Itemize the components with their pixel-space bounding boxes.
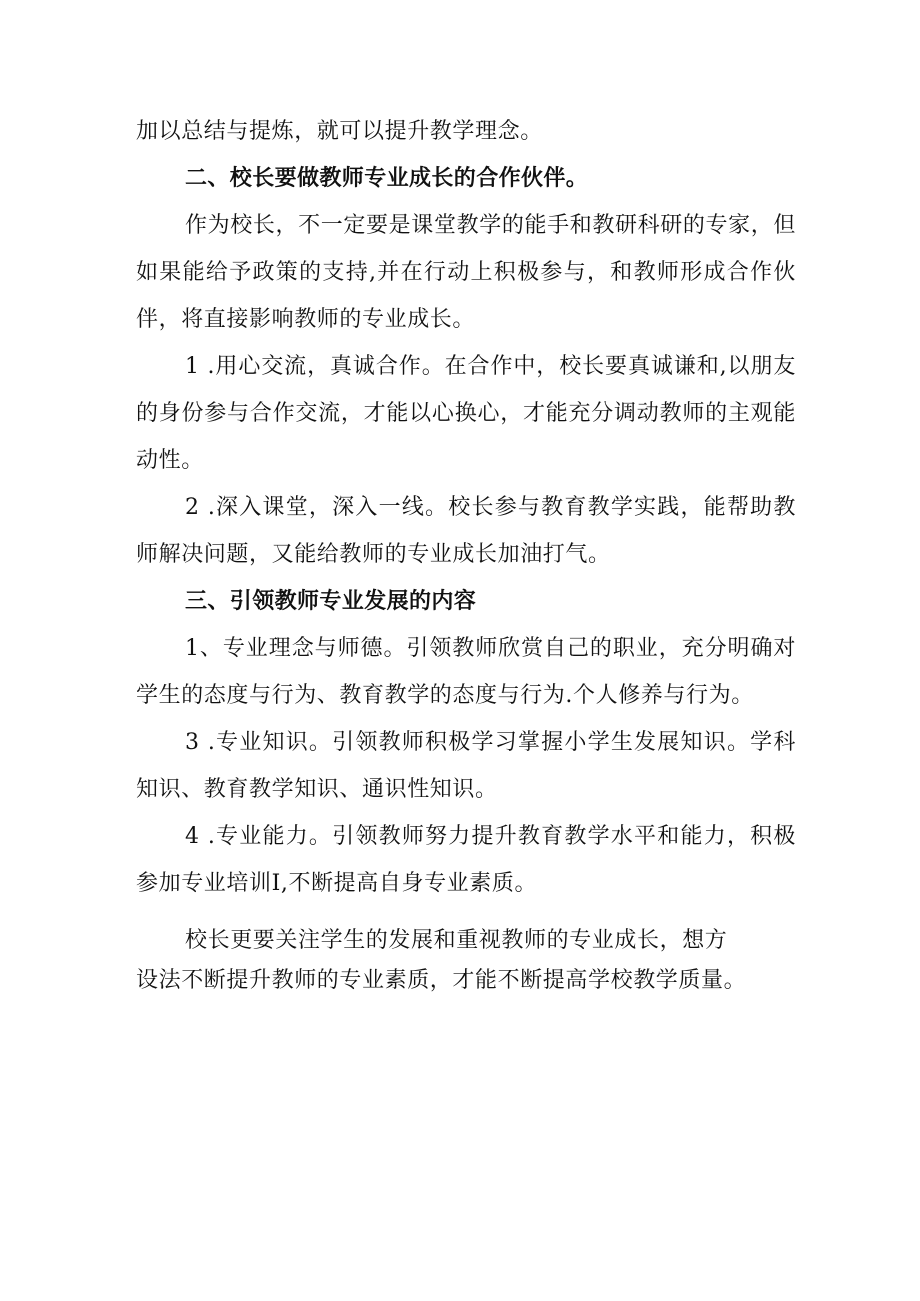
section-3-item-1: 1、专业理念与师德。引领教师欣赏自己的职业，充分明确对学生的态度与行为、教育教学的态度与行为.个人修养与行为。	[136, 636, 796, 708]
section-2-item-1: 1 .用心交流，真诚合作。在合作中，校长要真诚谦和,以朋友的身份参与合作交流，才能以心换心，才能充分调动教师的主观能动性。	[136, 354, 796, 473]
closing-line-2: 设法不断提升教师的专业素质，才能不断提高学校教学质量。	[136, 968, 747, 993]
section-3-item-3: 3 .专业知识。引领教师积极学习掌握小学生发展知识。学科知识、教育教学知识、通识性知识。	[136, 730, 796, 802]
closing-line-1: 校长更要关注学生的发展和重视教师的专业成长，想方	[185, 928, 728, 953]
section-2-heading: 二、校长要做教师专业成长的合作伙伴。	[185, 166, 589, 191]
section-3-heading: 三、引领教师专业发展的内容	[185, 589, 477, 614]
document-page	[136, 108, 796, 1001]
section-3-item-4: 4 .专业能力。引领教师努力提升教育教学水平和能力，积极参加专业培训I,不断提高自身专业素质。	[136, 824, 796, 896]
section-2-item-2: 2 .深入课堂，深入一线。校长参与教育教学实践，能帮助教师解决问题，又能给教师的专业成长加油打气。	[136, 495, 796, 567]
opening-fragment: 加以总结与提炼，就可以提升教学理念。	[136, 119, 543, 144]
closing-paragraph	[136, 921, 796, 1001]
section-2-intro: 作为校长，不一定要是课堂教学的能手和教研科研的专家，但如果能给予政策的支持,并在行动上积极参与，和教师形成合作伙伴，将直接影响教师的专业成长。	[136, 213, 796, 332]
